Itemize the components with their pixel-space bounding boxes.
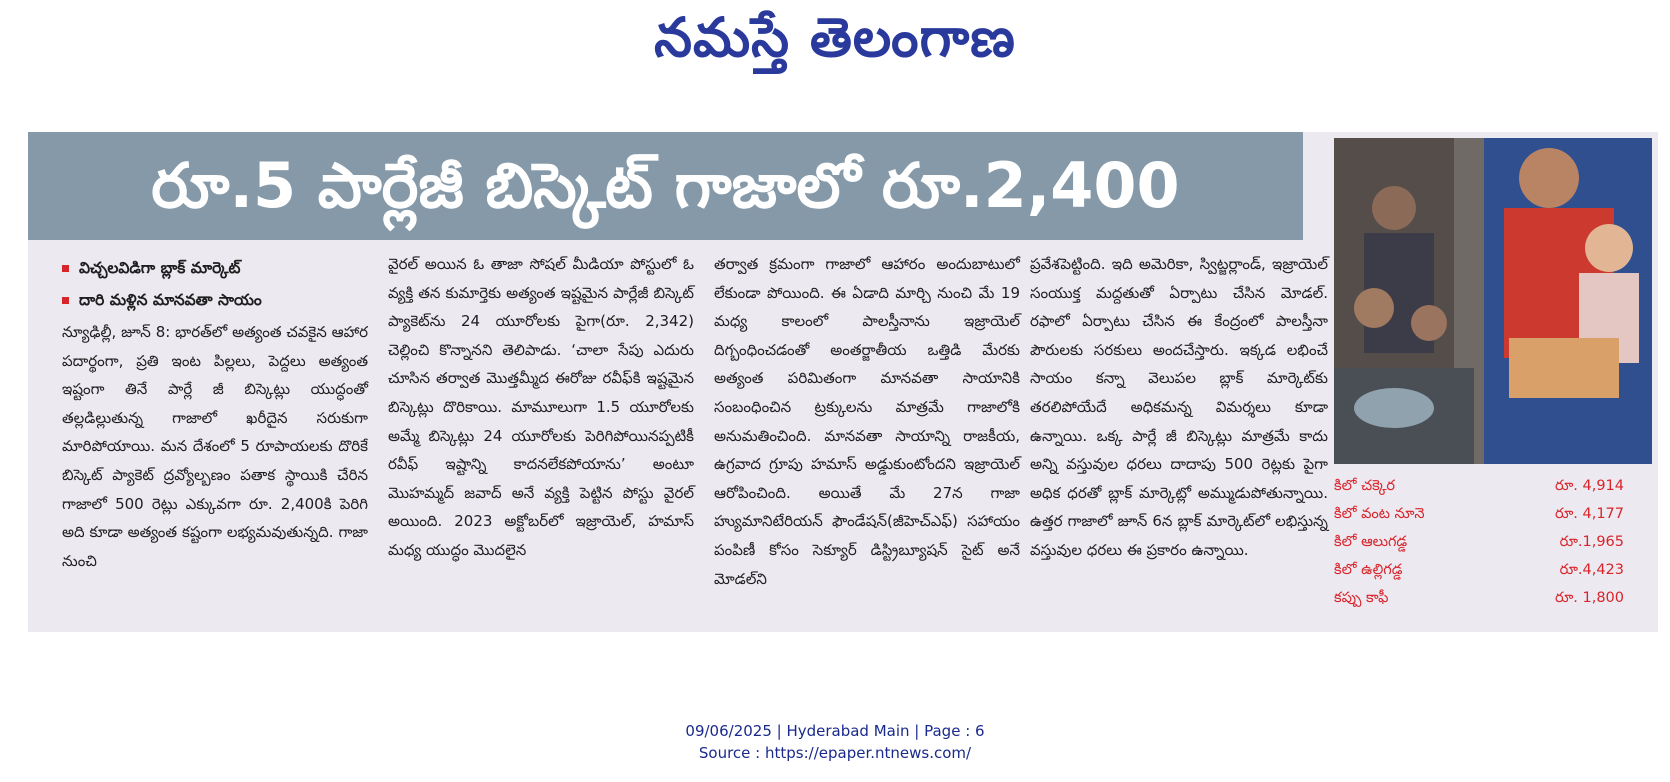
sub-headline-item: విచ్చలవిడిగా బ్లాక్ మార్కెట్ bbox=[62, 252, 382, 284]
bullet-square-icon bbox=[62, 265, 69, 272]
footer-source: Source : https://epaper.ntnews.com/ bbox=[698, 744, 972, 762]
sub-headlines bbox=[62, 252, 382, 316]
price-row: కిలో చక్కెర రూ. 4,914 bbox=[1334, 478, 1624, 494]
sub-headline-item: దారి మళ్లిన మానవతా సాయం bbox=[62, 284, 382, 316]
news-photo bbox=[1334, 138, 1652, 464]
bullet-square-icon bbox=[62, 297, 69, 304]
headline: రూ.5 పార్లేజీ బిస్కెట్ గాజాలో రూ.2,400 bbox=[151, 149, 1180, 222]
masthead-logo: నమస్తే తెలంగాణ bbox=[654, 6, 1016, 69]
price-list bbox=[1334, 472, 1624, 612]
article-column-2: వైరల్ అయిన ఓ తాజా సోషల్ మీడియా పోస్టులో ఓ వ్యక్తి తన కుమార్తెకు అత్యంత ఇష్టమైన పార్లేజీ బిస్కెట్ ప్యాకెట్‌ను 24 యూరోలకు పైగా(రూ. 2,342) చెల్లించి కొన్నానని తెలిపాడు. ‘చాలా సేపు ఎదురు చూసిన తర్వాత మొత్తమ్మీద ఈరోజు రవీఫ్‌కి ఇష్టమైన బిస్కెట్లు దొరికాయి. మామూలుగా 1.5 యూరోలకు అమ్మే బిస్కెట్లు 24 యూరోలకు పెరిగిపోయినప్పటికీ రవీఫ్ ఇష్టాన్ని కాదనలేకపోయాను’ అంటూ మొహమ్మద్ జవాద్ అనే వ్యక్తి పెట్టిన పోస్టు వైరల్ అయింది. 2023 అక్టోబర్‌లో ఇజ్రాయెల్, హమాస్ మధ్య యుద్ధం మొదలైన bbox=[388, 255, 694, 559]
article-column-4: ప్రవేశపెట్టింది. ఇది అమెరికా, స్విట్జర్లాండ్, ఇజ్రాయెల్ సంయుక్త మద్దతుతో ఏర్పాటు చేసిన మోడల్. రఫాలో ఏర్పాటు చేసిన ఈ కేంద్రంలో పాలస్తీనా పౌరులకు సరకులు అందచేస్తారు. ఇక్కడ లభించే సాయం కన్నా వెలుపల బ్లాక్ మార్కెట్‌కు తరలిపోయేదే అధికమన్న విమర్శలు కూడా ఉన్నాయి. ఒక్క పార్లే జీ బిస్కెట్లు మాత్రమే కాదు అన్ని వస్తువుల ధరలు దాదాపు 500 రెట్లకు పైగా అధిక ధరతో బ్లాక్ మార్కెట్లో అమ్ముడుపోతున్నాయి. ఉత్తర గాజాలో జూన్ 6న బ్లాక్ మార్కెట్‌లో లభిస్తున్న వస్తువుల ధరలు ఈ ప్రకారం ఉన్నాయి. bbox=[1030, 255, 1328, 559]
price-row: కప్పు కాఫీ రూ. 1,800 bbox=[1334, 590, 1624, 606]
price-row: కిలో వంట నూనె రూ. 4,177 bbox=[1334, 506, 1624, 522]
price-row: కిలో ఉల్లిగడ్డ రూ.4,423 bbox=[1334, 562, 1624, 578]
article-column-1: న్యూఢిల్లీ, జూన్ 8: భారత్‌లో అత్యంత చవకైన ఆహార పదార్థంగా, ప్రతి ఇంట పిల్లలు, పెద్దలు అత్యంత ఇష్టంగా తినే పార్లే జీ బిస్కెట్లు యుద్ధంతో తల్లడిల్లుతున్న గాజాలో ఖరీదైన సరుకుగా మారిపోయాయి. మన దేశంలో 5 రూపాయలకు దొరికే బిస్కెట్ ప్యాకెట్ ద్రవ్యోల్బణం పతాక స్థాయికి చేరిన గాజాలో 500 రెట్లు ఎక్కువగా రూ. 2,400కి పెరిగి అది కూడా అత్యంత కష్టంగా లభ్యమవుతున్నది. గాజా నుంచి bbox=[62, 323, 368, 570]
price-row: కిలో ఆలుగడ్డ రూ.1,965 bbox=[1334, 534, 1624, 550]
article-column-3: తర్వాత క్రమంగా గాజాలో ఆహారం అందుబాటులో లేకుండా పోయింది. ఈ ఏడాది మార్చి నుంచి మే 19 మధ్య కాలంలో పాలస్తీనాను ఇజ్రాయెల్ దిగ్బంధించడంతో అంతర్జాతీయ ఒత్తిడి మేరకు అత్యంత పరిమితంగా మానవతా సాయానికి సంబంధించిన ట్రక్కులను మాత్రమే గాజాలోకి అనుమతించింది. మానవతా సాయాన్ని రాజకీయ, ఉగ్రవాద గ్రూపు హమాస్ అడ్డుకుంటోందని ఇజ్రాయెల్ ఆరోపించింది. అయితే మే 27న గాజా హ్యుమానిటేరియన్ ఫౌండేషన్(జీహెచ్‌ఎఫ్) సహాయం పంపిణీ కోసం సెక్యూర్ డిస్ట్రిబ్యూషన్ సైట్ అనే మోడల్‌ని bbox=[714, 255, 1020, 588]
footer-date-edition: 09/06/2025 | Hyderabad Main | Page : 6 bbox=[685, 722, 985, 740]
